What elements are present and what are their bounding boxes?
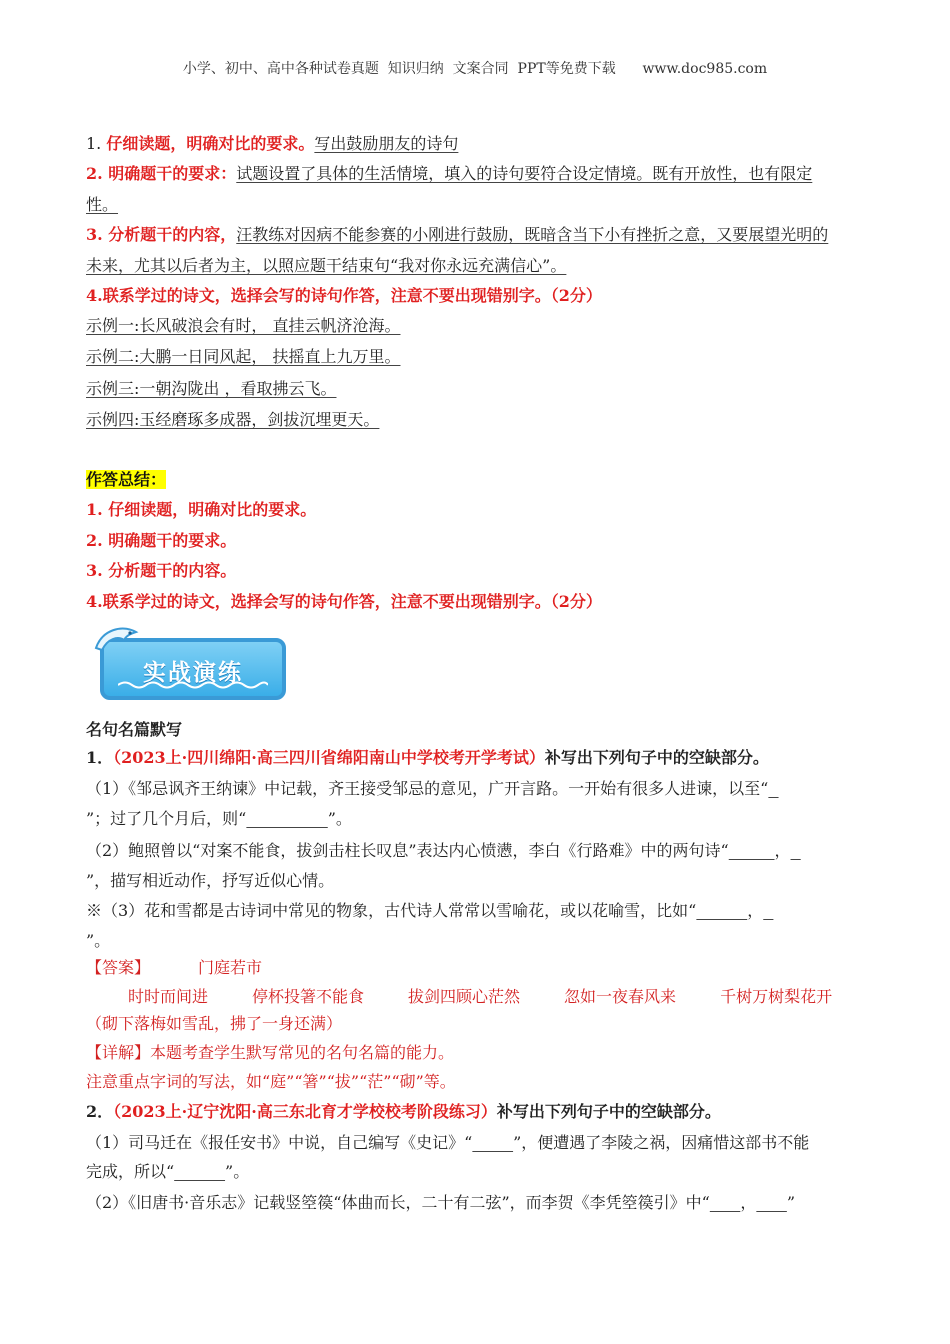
q1-header xyxy=(86,748,769,768)
q2-prompt: 补写出下列句子中的空缺部分。 xyxy=(496,1102,721,1121)
item-number: 1. xyxy=(86,134,102,153)
q2-part1-b xyxy=(86,1162,249,1182)
detail-text: 本题考查学生默写常见的名句名篇的能力。 xyxy=(150,1043,455,1062)
step-heading: 3. 分析题干的内容， xyxy=(86,225,237,244)
summary-title-text: 作答总结： xyxy=(86,470,167,489)
q1-text: ”。 xyxy=(327,809,352,828)
step-text: 性。 xyxy=(86,195,119,214)
detail-label: 【详解】 xyxy=(86,1043,151,1062)
step-heading: 4.联系学过的诗文，选择会写的诗句作答，注意不要出现错别字。（2分） xyxy=(86,286,602,305)
q2-part2-a xyxy=(86,1193,795,1213)
q2-source: （2023上·辽宁沈阳·高三东北育才学校校考阶段练习） xyxy=(113,1102,497,1121)
q2-text: 完成，所以“ xyxy=(86,1162,175,1181)
blank xyxy=(763,901,773,920)
blank xyxy=(472,1133,513,1152)
q1-source: （2023上·四川绵阳·高三四川省绵阳南山中学校考开学考试） xyxy=(113,748,545,767)
blank xyxy=(756,1193,787,1212)
section-title: 名句名篇默写 xyxy=(86,720,183,739)
q1-answer-line xyxy=(86,958,262,978)
example-2: 示例二:大鹏一日同风起， 扶摇直上九万里。 xyxy=(86,347,401,366)
q1-text: ※（3）花和雪都是古诗词中常见的物象，古代诗人常常以雪喻花，或以花喻雪，比如“ xyxy=(86,901,697,920)
answer-item: 门庭若市 xyxy=(198,958,263,977)
q2-text: ”，便遭遇了李陵之祸，因痛惜这部书不能 xyxy=(513,1133,810,1152)
q1-answer-extra: （砌下落梅如雪乱，拂了一身还满） xyxy=(86,1014,343,1033)
q2-text: ， xyxy=(740,1193,757,1212)
q2-text: ” xyxy=(786,1193,796,1212)
summary-item-3: 3. 分析题干的内容。 xyxy=(86,561,237,580)
summary-item-1: 1. 仔细读题，明确对比的要求。 xyxy=(86,500,317,519)
q1-part2-a: （2）鲍照曾以“对案不能食，拔剑击柱长叹息”表达内心愤懑，李白《行路难》中的两句诗“ ， xyxy=(86,841,801,861)
q1-text: ”，描写相近动作，抒写近似心情。 xyxy=(86,871,335,890)
blank xyxy=(696,901,747,920)
q1-part1-b xyxy=(86,809,352,829)
page-header: 小学、初中、高中各种试卷真题 知识归纳 文案合同 PPT等免费下载 www.doc985.com xyxy=(182,61,768,77)
q1-note: 注意重点字词的写法，如“庭”“箸”“拔”“茫”“砌”等。 xyxy=(86,1072,456,1091)
blank xyxy=(710,1193,741,1212)
dolphin-icon xyxy=(92,622,142,660)
step-text: 写出鼓励朋友的诗句 xyxy=(314,134,459,153)
example-3: 示例三:一朝沟陇出 ，看取拂云飞。 xyxy=(86,379,337,398)
answer-item: 拔剑四顾心茫然 xyxy=(408,987,521,1006)
q2-number: 2． xyxy=(86,1102,114,1121)
analysis-line-3 xyxy=(86,225,828,245)
analysis-line-2 xyxy=(86,164,812,184)
example-4: 示例四:玉经磨琢多成器，剑拔沉埋更天。 xyxy=(86,410,380,429)
blank xyxy=(791,841,801,860)
q1-text: （1）《邹忌讽齐王纳谏》中记载，齐王接受邹忌的意见，广开言路。一开始有很多人进谏，以至“ xyxy=(86,779,769,798)
answer-item: 千树万树梨花开 xyxy=(720,987,833,1006)
wave-icon xyxy=(118,680,268,690)
q2-part1-a xyxy=(86,1133,809,1153)
analysis-line-4 xyxy=(86,286,602,306)
q2-text: （2）《旧唐书·音乐志》记载竖箜篌“体曲而长，二十有二弦”，而李贺《李凭箜篌引》中“ xyxy=(86,1193,710,1212)
q1-text: ”。 xyxy=(86,931,111,950)
analysis-line-3b xyxy=(86,256,566,276)
example-1: 示例一:长风破浪会有时， 直挂云帆济沧海。 xyxy=(86,316,401,335)
q1-part3-a: ※（3）花和雪都是古诗词中常见的物象，古代诗人常常以雪喻花，或以花喻雪，比如“ ， xyxy=(86,901,773,921)
q1-part3-b xyxy=(86,931,110,951)
q1-answer-row xyxy=(128,987,832,1007)
q1-text: ”；过了几个月后，则“ xyxy=(86,809,247,828)
analysis-line-1 xyxy=(86,134,458,154)
q2-text: （1）司马迁在《报任安书》中说，自己编写《史记》“ xyxy=(86,1133,473,1152)
answer-item: 忽如一夜春风来 xyxy=(564,987,677,1006)
analysis-line-2b xyxy=(86,195,118,215)
summary-item-4: 4.联系学过的诗文，选择会写的诗句作答，注意不要出现错别字。（2分） xyxy=(86,592,602,611)
answer-item: 时时而间进 xyxy=(128,987,209,1006)
step-text: 汪教练对因病不能参赛的小刚进行鼓励，既暗含当下小有挫折之意，又要展望光明的 xyxy=(236,225,829,244)
q1-text: （2）鲍照曾以“对案不能食，拔剑击柱长叹息”表达内心愤懑，李白《行路难》中的两句诗“ xyxy=(86,841,729,860)
badge-label: 实战演练 xyxy=(143,660,243,686)
step-heading: 2. 明确题干的要求： xyxy=(86,164,237,183)
blank xyxy=(246,809,327,828)
q1-detail xyxy=(86,1043,454,1063)
blank xyxy=(768,779,778,798)
step-heading: 仔细读题，明确对比的要求。 xyxy=(106,134,315,153)
q1-prompt: 补写出下列句子中的空缺部分。 xyxy=(544,748,769,767)
answer-item: 停杯投箸不能食 xyxy=(252,987,365,1006)
blank xyxy=(729,841,775,860)
step-text: 试题设置了具体的生活情境，填入的诗句要符合设定情境。既有开放性，也有限定 xyxy=(236,164,813,183)
q2-text: ”。 xyxy=(225,1162,250,1181)
q1-part2-b xyxy=(86,871,334,891)
blank xyxy=(174,1162,225,1181)
answer-label: 【答案】 xyxy=(86,958,151,977)
q1-part1-a xyxy=(86,779,779,799)
q1-number: 1． xyxy=(86,748,114,767)
summary-item-2: 2. 明确题干的要求。 xyxy=(86,531,237,550)
step-text: 未来，尤其以后者为主，以照应题干结束句“我对你永远充满信心”。 xyxy=(86,256,567,275)
summary-title xyxy=(86,470,166,490)
q2-header xyxy=(86,1102,721,1122)
